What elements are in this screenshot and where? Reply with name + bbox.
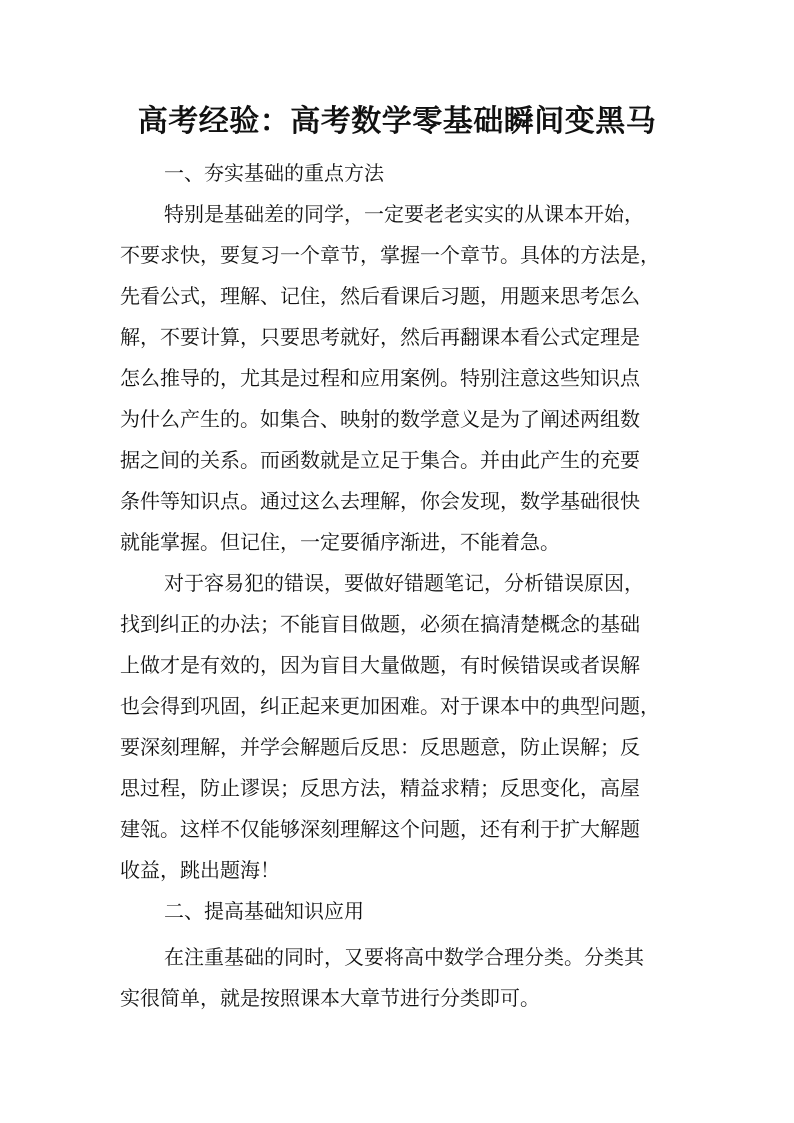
section-heading-1: 一、夯实基础的重点方法 [164,161,384,185]
paragraph-2-line: 上做才是有效的，因为盲目大量做题，有时候错误或者误解 [120,653,640,677]
paragraph-2-line: 建瓴。这样不仅能够深刻理解这个问题，还有利于扩大解题 [120,817,640,841]
paragraph-3-line: 在注重基础的同时，又要将高中数学合理分类。分类其 [164,945,644,969]
paragraph-1-line: 条件等知识点。通过这么去理解，你会发现，数学基础很快 [120,489,640,513]
paragraph-2-line: 思过程，防止谬误；反思方法，精益求精；反思变化，高屋 [120,776,640,800]
paragraph-1-line: 不要求快，要复习一个章节，掌握一个章节。具体的方法是， [120,243,660,267]
paragraph-1-line: 解，不要计算，只要思考就好，然后再翻课本看公式定理是 [120,325,640,349]
paragraph-1-line: 为什么产生的。如集合、映射的数学意义是为了阐述两组数 [120,407,640,431]
section-heading-2: 二、提高基础知识应用 [164,899,364,923]
paragraph-1-line: 特别是基础差的同学，一定要老老实实的从课本开始， [164,202,644,226]
paragraph-1-line: 就能掌握。但记住，一定要循序渐进，不能着急。 [120,530,560,554]
paragraph-2-line: 找到纠正的办法；不能盲目做题，必须在搞清楚概念的基础 [120,612,640,636]
paragraph-1-line: 据之间的关系。而函数就是立足于集合。并由此产生的充要 [120,448,640,472]
paragraph-3-line: 实很简单，就是按照课本大章节进行分类即可。 [120,986,540,1010]
paragraph-1-line: 怎么推导的，尤其是过程和应用案例。特别注意这些知识点 [120,366,640,390]
paragraph-2-line: 对于容易犯的错误，要做好错题笔记，分析错误原因， [164,571,644,595]
paragraph-2-line: 收益，跳出题海！ [120,858,280,882]
paragraph-1-line: 先看公式，理解、记住，然后看课后习题，用题来思考怎么 [120,284,640,308]
paragraph-2-line: 要深刻理解，并学会解题后反思：反思题意，防止误解；反 [120,735,640,759]
paragraph-2-line: 也会得到巩固，纠正起来更加困难。对于课本中的典型问题， [120,694,660,718]
document-title: 高考经验：高考数学零基础瞬间变黑马 [137,104,657,139]
